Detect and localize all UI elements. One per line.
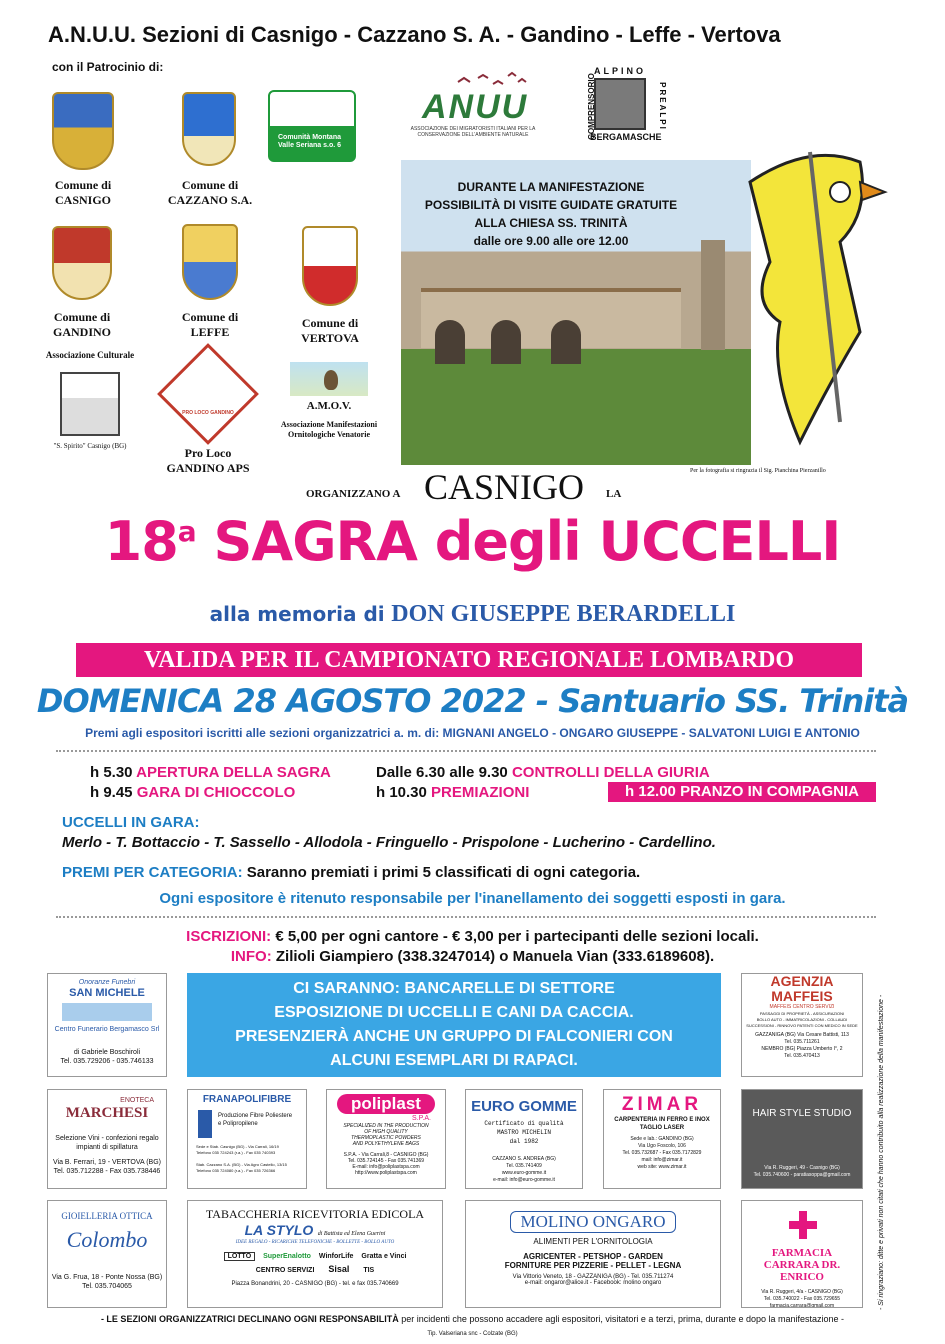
patron-cazzano: Comune di CAZZANO S.A. <box>167 178 253 207</box>
memoria-line: alla memoria di DON GIUSEPPE BERARDELLI <box>209 601 736 627</box>
info: INFO: Zilioli Giampiero (338.3247014) o Manuela Vian (333.6189608). <box>230 948 715 965</box>
responsabilita: Ogni espositore è ritenuto responsabile per l'inanellamento dei soggetti esposti in gara. <box>159 890 786 907</box>
premi-categoria: PREMI PER CATEGORIA: Saranno premiati i primi 5 classificati di ogni categoria. <box>62 864 641 881</box>
sponsor-eurogomme: EURO GOMME Certificato di qualità MASTRO MICHELIN dal 1982 CAZZANO S. ANDREA (BG) Tel. 035.741409 www.euro-gomme.it e-mail: info@euro-gomme.it <box>465 1089 583 1189</box>
side-thanks: - Si ringraziano: ditte e privati non citati che hanno contribuito alla realizzazione della manifestazione - <box>878 994 885 1310</box>
patron-vertova: Comune di VERTOVA <box>301 316 359 345</box>
sponsor-poliplast: poliplast S.P.A. SPECIALIZED IN THE PRODUCTION OF HIGH QUALITY THERMOPLASTIC POWDERS AND POLYETHYLENE BAGS S.P.A. - Via Carrali,8 - CASNIGO (BG) Tel. 035.724145 - Fax 035.741369 E-mail: info@poliplastspa.com http://www.poliplastspa.com <box>326 1089 446 1189</box>
schedule-2: h 9.45 GARA DI CHIOCCOLO <box>90 784 296 801</box>
iscrizioni: ISCRIZIONI: € 5,00 per ogni cantore - € 3,00 per i partecipanti delle sezioni locali. <box>186 928 759 945</box>
sponsor-colombo: GIOIELLERIA OTTICA Colombo Via G. Frua, 18 - Ponte Nossa (BG) Tel. 035.704065 <box>47 1200 167 1308</box>
crest-icon <box>52 92 114 170</box>
event-date: DOMENICA 28 AGOSTO 2022 - Santuario SS. Trinità <box>36 682 909 720</box>
schedule-1: h 5.30 APERTURA DELLA SAGRA <box>90 764 331 781</box>
separator <box>56 750 876 752</box>
sponsor-molino: MOLINO ONGARO ALIMENTI PER L'ORNITOLOGIA AGRICENTER - PETSHOP - GARDEN FORNITURE PER PIZZERIE - PELLET - LEGNA Via Vittorio Veneto, 18 - GAZZANIGA (BG) - Tel. 035.711274 e-mail: ongaror@alice.it - Facebook: molino ongaro <box>465 1200 721 1308</box>
patron-gandino: Comune di GANDINO <box>52 310 111 339</box>
birds-list: Merlo - T. Bottaccio - T. Sassello - Allodola - Fringuello - Prispolone - Lucherino - Cardellino. <box>62 834 716 851</box>
patron-proloco: Pro Loco GANDINO APS <box>166 446 250 475</box>
crest-icon <box>52 226 112 300</box>
bancarelle-banner: CI SARANNO: BANCARELLE DI SETTORE ESPOSIZIONE DI UCCELLI E CANI DA CACCIA. PRESENZIERÀ ANCHE UN GRUPPO DI FALCONIERI CON ALCUNI ESEMPLARI DI RAPACI. <box>187 973 721 1077</box>
comunita-montana-logo: Comunità Montana Valle Seriana s.o. 6 <box>268 90 356 162</box>
separator <box>56 916 876 918</box>
footer-printer: Tip. Valseriana snc - Colzate (BG) <box>427 1331 518 1337</box>
crest-icon <box>182 224 238 300</box>
sponsor-franapol: FRANAPOLIFIBRE Produzione Fibre Poliestere e Polipropilene Sede e Stab. Casnigo (BG) - Via Carrali, 16/19 Telefono 035 724243 (r.a.) - Fax 035 740393 Stab. Cazzano S.A. (BG) - Via Agro Castello, 13/15 Telefono 035 724080 (r.a.) - Fax 035 726366 <box>187 1089 307 1189</box>
comprensorio-logo: ALPINO BERGAMASCHE COMPRENSORIO PREALPI <box>586 66 667 142</box>
crest-icon <box>182 92 236 166</box>
bird-icon <box>324 370 338 390</box>
sponsor-tabaccheria: TABACCHERIA RICEVITORIA EDICOLA LA STYLO di Battista ed Elena Guerini IDEE REGALO - RICARICHE TELEFONICHE - BOLLETTE - BOLLO AUTO LOTTO SuperEnalotto WinforLife Gratta e Vinci CENTRO SERVIZI Sisal TIS Piazza Bonandrini, 20 - CASNIGO (BG) - tel. e fax 035.740669 <box>187 1200 443 1308</box>
bird-mascot-icon <box>690 122 890 452</box>
schedule-4: h 10.30 PREMIAZIONI <box>376 784 530 801</box>
sponsor-maffeis: AGENZIA MAFFEIS MAFFEIS CENTRO SERVIZI PASSAGGI DI PROPRIETÀ - ASSICURAZIONI BOLLO AUTO - IMMATRICOLAZIONI - COLLAUDI SUCCESSIONI - RINNOVO PATENTI CON MEDICO IN SEDE GAZZANIGA (BG) Via Cesare Battisti, 113 Tel. 035.711261 NEMBRO (BG) Piazza Umberto I°, 2 Tel. 035.470413 <box>741 973 863 1077</box>
sponsor-marchesi: ENOTECA MARCHESI Selezione Vini - confezioni regalo impianti di spillatura Via B. Ferrari, 19 - VERTOVA (BG) Tel. 035.712288 - Fax 035.738446 <box>47 1089 167 1189</box>
schedule-3: Dalle 6.30 alle 9.30 CONTROLLI DELLA GIURIA <box>376 764 710 781</box>
event-title: 18$^a$ SAGRA degli UCCELLI <box>104 510 841 573</box>
sponsor-sanmichele: Onoranze Funebri SAN MICHELE Centro Funerario Bergamasco Srl di Gabriele Boschiroli Tel. 035.729206 - 035.746133 <box>47 973 167 1077</box>
sponsor-farmacia: FARMACIA CARRARA DR. ENRICO Via R. Ruggeri, 4/a - CASNIGO (BG) Tel. 035.740022 - Fax 035.729655 farmacia.carrara@gmail.com <box>741 1200 863 1308</box>
valida-banner: VALIDA PER IL CAMPIONATO REGIONALE LOMBARDO <box>76 643 862 677</box>
proloco-logo <box>157 343 259 445</box>
sponsor-zimar: ZIMAR CARPENTERIA IN FERRO E INOX TAGLIO LASER Sede e lab.: GANDINO (BG) Via Ugo Foscolo, 106 Tel. 035.732687 - Fax 035.7172829 mail: info@zimar.it web site: www.zimar.it <box>603 1089 721 1189</box>
sponsor-hairstyle: HAIR STYLE STUDIO Via R. Ruggeri, 49 - Casnigo (BG) Tel. 035.740600 - paratiasoppa@gmail.com <box>741 1089 863 1189</box>
patron-leffe: Comune di LEFFE <box>181 310 239 339</box>
header-title: A.N.U.U. Sezioni di Casnigo - Cazzano S. A. - Gandino - Leffe - Vertova <box>48 22 781 47</box>
footer-disclaimer: - LE SEZIONI ORGANIZZATRICI DECLINANO OGNI RESPONSABILITÀ per incidenti che possono accadere agli espositori, visitatori e a terzi, prima, durante e dopo la manifestazione - <box>100 1314 845 1324</box>
crest-icon <box>302 226 358 306</box>
visit-text: DURANTE LA MANIFESTAZIONE POSSIBILITÀ DI VISITE GUIDATE GRATUITE ALLA CHIESA SS. TRINITÀ dalle ore 9.00 alle ore 12.00 <box>424 180 678 248</box>
anuu-logo: ANUU ASSOCIAZIONE DEI MIGRATORISTI ITALIANI PER LA CONSERVAZIONE DELL'AMBIENTE NATURALE <box>398 70 548 140</box>
cross-icon <box>789 1211 817 1239</box>
schedule-5: h 12.00 PRANZO IN COMPAGNIA <box>608 782 876 802</box>
premi-line: Premi agli espositori iscritti alle sezioni organizzatrici a. m. di: MIGNANI ANGELO - ONGARO GIUSEPPE - SALVATONI LUIGI E ANTONIO <box>85 726 860 740</box>
patron-casnigo: Comune di CASNIGO <box>54 178 112 207</box>
patronage-label: con il Patrocinio di: <box>52 60 164 74</box>
associazione-culturale-logo: Associazione Culturale "S. Spirito" Casnigo (BG) <box>45 350 135 450</box>
amov-logo <box>290 362 368 396</box>
